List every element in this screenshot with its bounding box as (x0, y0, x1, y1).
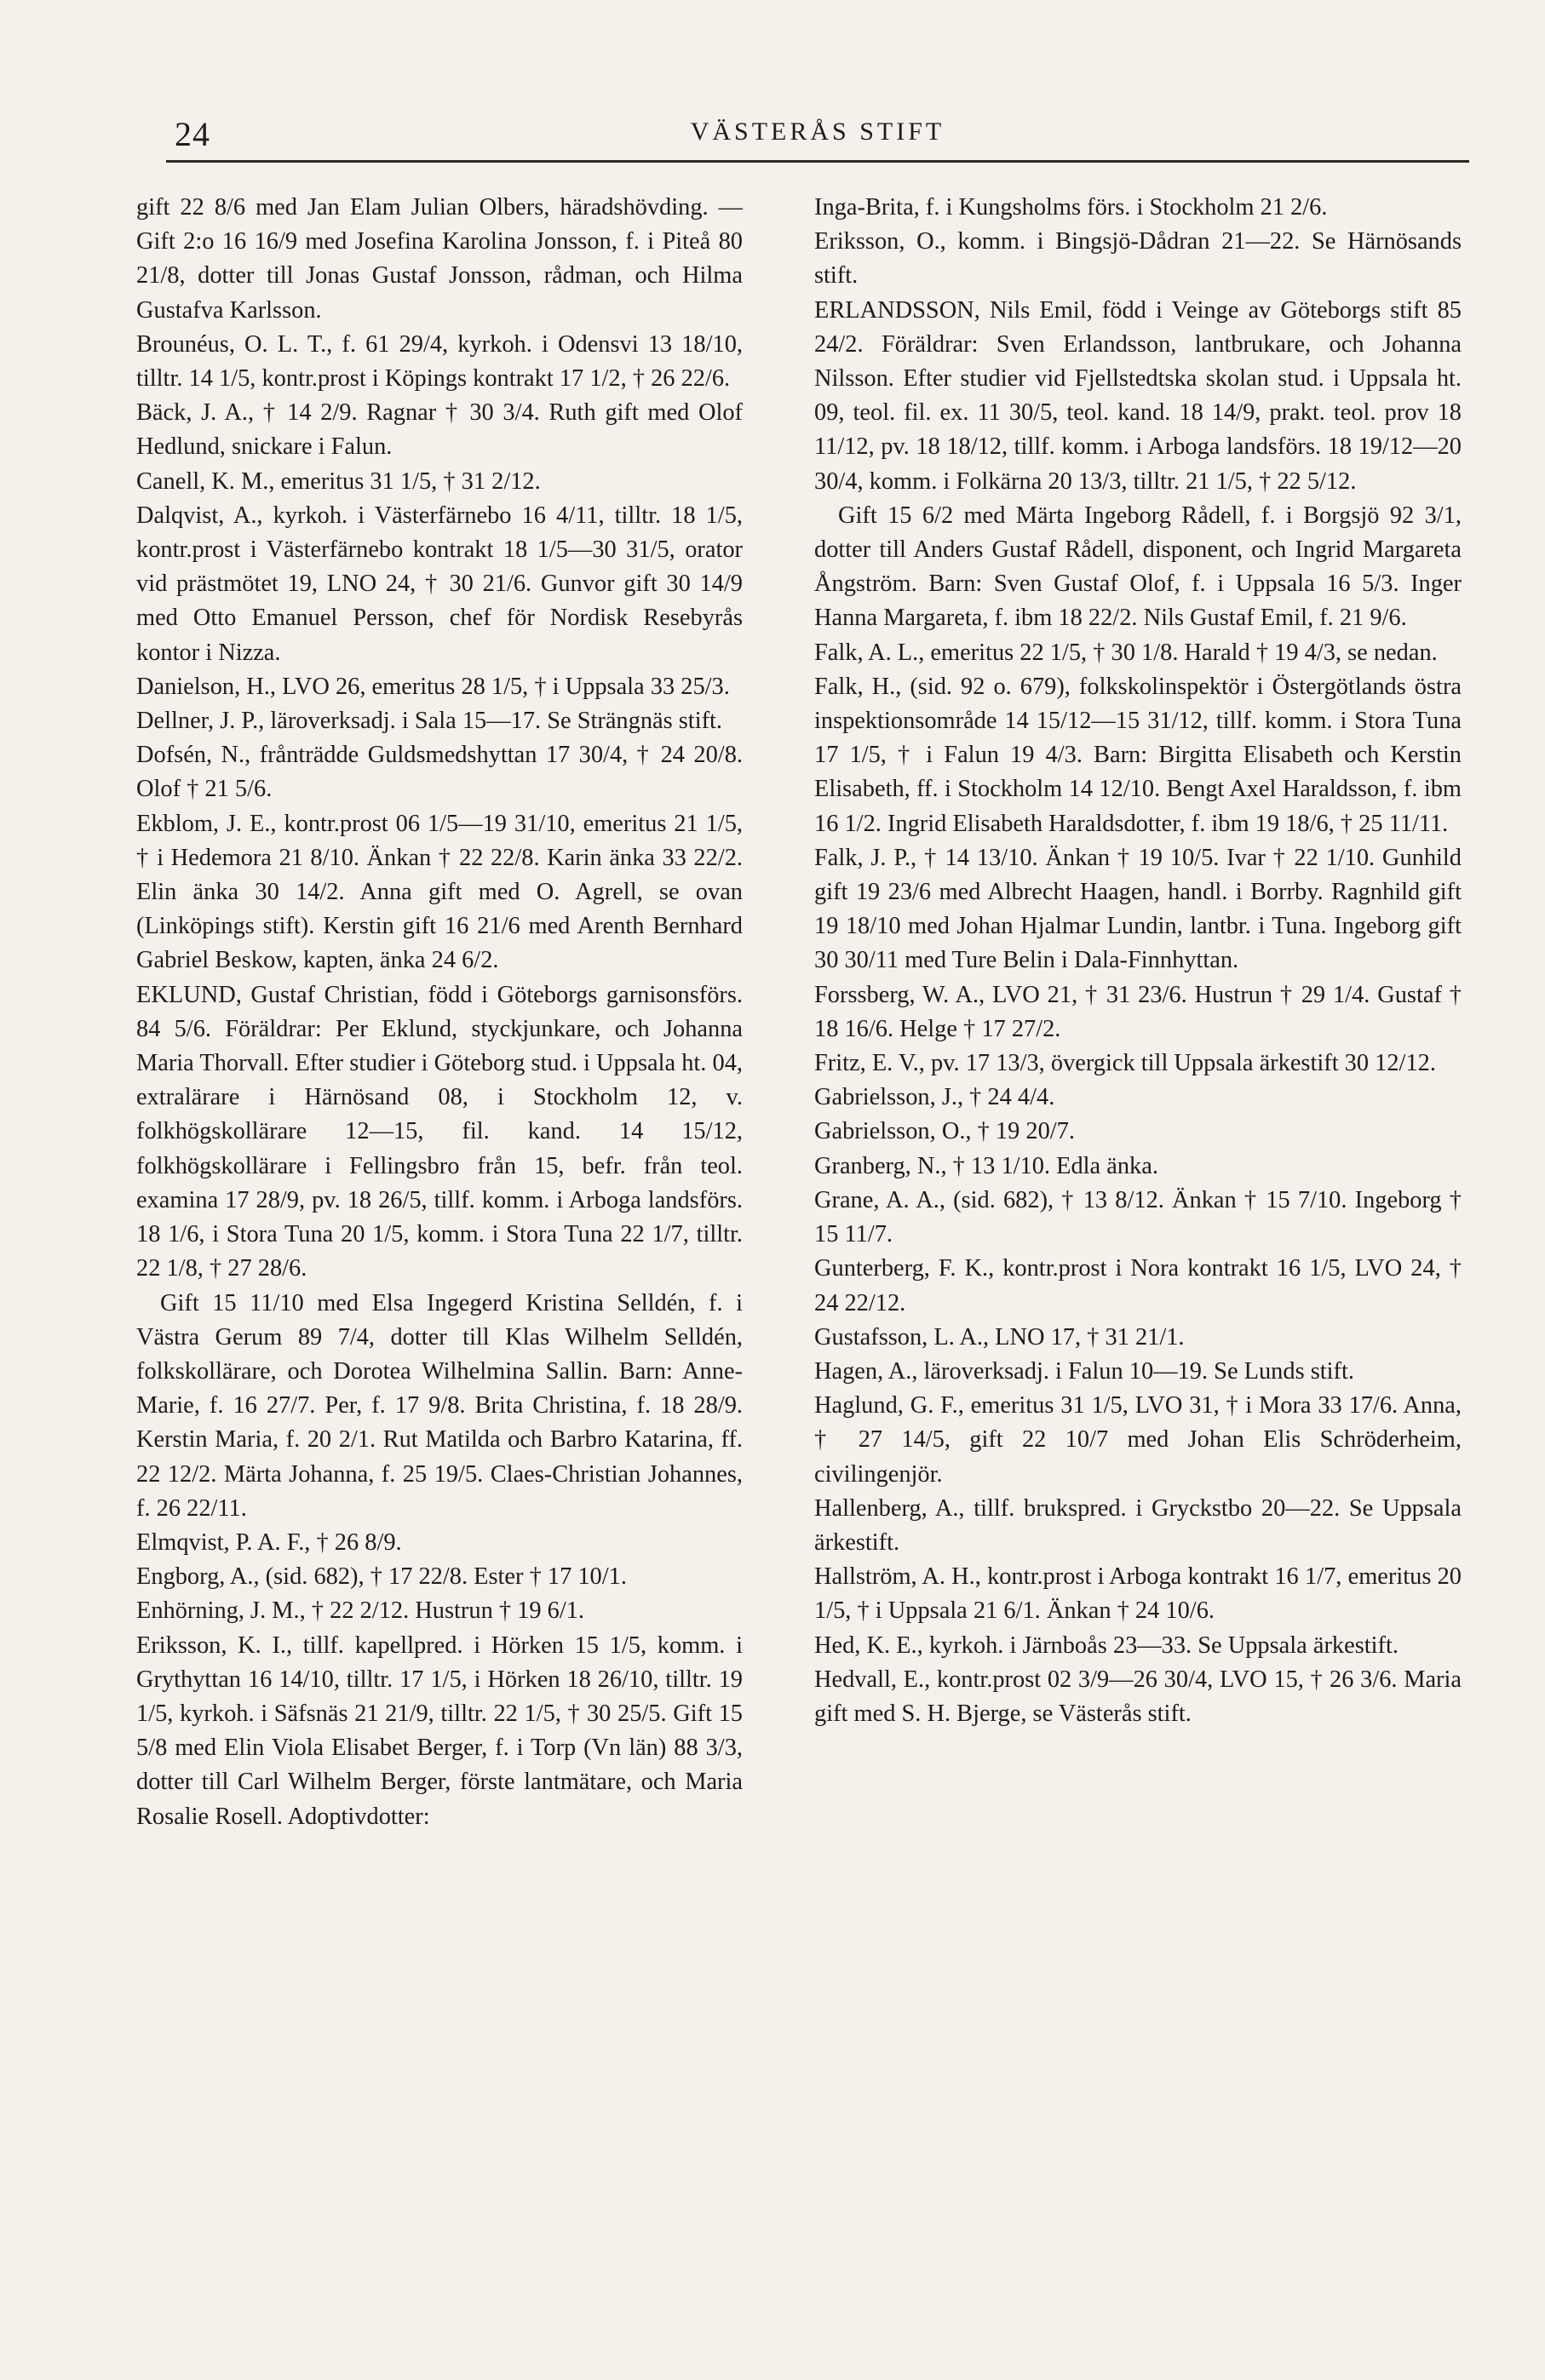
page-number: 24 (175, 115, 210, 153)
register-entry: Danielson, H., LVO 26, emeritus 28 1/5, † i Uppsala 33 25/3. (136, 673, 730, 700)
register-entry: EKLUND, Gustaf Christian, född i Göteborgs garnisonsförs. 84 5/6. Föräldrar: Per Eklund, styckjunkare, och Johanna Maria Thorvall. Efter studier i Göteborg stud. i Uppsala ht. 04, extralärare i Härnösand 08, i Stockholm 12, v. folkhögskollärare 12—15, fil. kand. 14 15/12, folkhögskollärare i Fellingsbro från 15, befr. från teol. examina 17 28/9, pv. 18 26/5, tillf. komm. i Arboga landsförs. 18 1/6, i Stora Tuna 20 1/5, komm. i Stora Tuna 22 1/7, tilltr. 22 1/8, † 27 28/6. (136, 981, 743, 1282)
register-entry: Gift 15 11/10 med Elsa Ingegerd Kristina Selldén, f. i Västra Gerum 89 7/4, dotter till Klas Wilhelm Selldén, folkskollärare, och Dorotea Wilhelmina Sallin. Barn: Anne-Marie, f. 16 27/7. Per, f. 17 9/8. Brita Christina, f. 18 28/9. Kerstin Maria, f. 20 2/1. Rut Matilda och Barbro Katarina, ff. 22 12/2. Märta Johanna, f. 25 19/5. Claes-Christian Johannes, f. 26 22/11. (136, 1289, 743, 1522)
register-entry: gift 22 8/6 med Jan Elam Julian Olbers, häradshövding. — Gift 2:o 16 16/9 med Josefina Karolina Jonsson, f. i Piteå 80 21/8, dotter till Jonas Gustaf Jonsson, rådman, och Hilma Gustafva Karlsson. (136, 194, 743, 324)
page-header (166, 109, 1469, 163)
register-entry: Fritz, E. V., pv. 17 13/3, övergick till Uppsala ärkestift 30 12/12. (814, 1050, 1436, 1077)
register-entry: Enhörning, J. M., † 22 2/12. Hustrun † 19 6/1. (136, 1597, 585, 1625)
right-column (814, 191, 1462, 1731)
register-entry: Granberg, N., † 13 1/10. Edla änka. (814, 1152, 1158, 1179)
register-entry: Gift 15 6/2 med Märta Ingeborg Rådell, f. i Borgsjö 92 3/1, dotter till Anders Gustaf Rådell, disponent, och Ingrid Margareta Ångström. Barn: Sven Gustaf Olof, f. i Uppsala 16 5/3. Inger Hanna Margareta, f. ibm 18 22/2. Nils Gustaf Emil, f. 21 9/6. (814, 502, 1462, 632)
register-entry: Hallenberg, A., tillf. brukspred. i Gryckstbo 20—22. Se Uppsala ärkestift. (814, 1494, 1462, 1556)
register-entry: Elmqvist, P. A. F., † 26 8/9. (136, 1528, 402, 1556)
register-entry: Falk, H., (sid. 92 o. 679), folkskolinspektör i Östergötlands östra inspektionsområde 14 15/12—15 31/12, tillf. komm. i Stora Tuna 17 1/5, † i Falun 19 4/3. Barn: Birgitta Elisabeth och Kerstin Elisabeth, ff. i Stockholm 14 12/10. Bengt Axel Haraldsson, f. ibm 16 1/2. Ingrid Elisabeth Haraldsdotter, f. ibm 19 18/6, † 25 11/11. (814, 673, 1462, 837)
register-entry: Brounéus, O. L. T., f. 61 29/4, kyrkoh. i Odensvi 13 18/10, tilltr. 14 1/5, kontr.prost i Köpings kontrakt 17 1/2, † 26 22/6. (136, 330, 743, 393)
register-entry: Hedvall, E., kontr.prost 02 3/9—26 30/4, LVO 15, † 26 3/6. Maria gift med S. H. Bjerge, se Västerås stift. (814, 1666, 1462, 1727)
register-entry: Canell, K. M., emeritus 31 1/5, † 31 2/12. (136, 467, 541, 495)
register-entry: Grane, A. A., (sid. 682), † 13 8/12. Änkan † 15 7/10. Ingeborg † 15 11/7. (814, 1186, 1462, 1248)
register-entry: Forssberg, W. A., LVO 21, † 31 23/6. Hustrun † 29 1/4. Gustaf † 18 16/6. Helge † 17 27/2. (814, 981, 1462, 1042)
register-entry: Hallström, A. H., kontr.prost i Arboga kontrakt 16 1/7, emeritus 20 1/5, † i Uppsala 21 6/1. Änkan † 24 10/6. (814, 1563, 1462, 1625)
left-column (136, 191, 743, 1834)
register-entry: Haglund, G. F., emeritus 31 1/5, LVO 31, † i Mora 33 17/6. Anna, † 27 14/5, gift 22 10/7 med Johan Elis Schröderheim, civilingenjör. (814, 1392, 1462, 1488)
register-entry: Inga-Brita, f. i Kungsholms förs. i Stockholm 21 2/6. (814, 194, 1328, 221)
running-head: VÄSTERÅS STIFT (690, 118, 945, 146)
register-entry: ERLANDSSON, Nils Emil, född i Veinge av Göteborgs stift 85 24/2. Föräldrar: Sven Erlandsson, lantbrukare, och Johanna Nilsson. Efter studier vid Fjellstedtska skolan stud. i Uppsala ht. 09, teol. fil. ex. 11 30/5, teol. kand. 18 14/9, prakt. teol. prov 18 11/12, pv. 18 18/12, tillf. komm. i Arboga landsförs. 18 19/12—20 30/4, komm. i Folkärna 20 13/3, tilltr. 21 1/5, † 22 5/12. (814, 296, 1462, 495)
register-entry: Eriksson, O., komm. i Bingsjö-Dådran 21—22. Se Härnösands stift. (814, 228, 1462, 290)
register-entry: Dofsén, N., frånträdde Guldsmedshyttan 17 30/4, † 24 20/8. Olof † 21 5/6. (136, 742, 743, 803)
register-entry: Hagen, A., läroverksadj. i Falun 10—19. Se Lunds stift. (814, 1357, 1354, 1385)
register-entry: Gabrielsson, J., † 24 4/4. (814, 1084, 1055, 1111)
register-entry: Eriksson, K. I., tillf. kapellpred. i Hörken 15 1/5, komm. i Grythyttan 16 14/10, tilltr. 17 1/5, i Hörken 18 26/10, tilltr. 19 1/5, kyrkoh. i Säfsnäs 21 21/9, tilltr. 22 1/5, † 30 25/5. Gift 15 5/8 med Elin Viola Elisabet Berger, f. i Torp (Vn län) 88 3/3, dotter till Carl Wilhelm Berger, förste lantmätare, och Maria Rosalie Rosell. Adoptivdotter: (136, 1632, 743, 1830)
register-entry: Dalqvist, A., kyrkoh. i Västerfärnebo 16 4/11, tilltr. 18 1/5, kontr.prost i Västerfärnebo kontrakt 18 1/5—30 31/5, orator vid prästmötet 19, LNO 24, † 30 21/6. Gunvor gift 30 14/9 med Otto Emanuel Persson, chef för Nordisk Resebyrås kontor i Nizza. (136, 502, 743, 666)
register-entry: Gabrielsson, O., † 19 20/7. (814, 1118, 1075, 1145)
register-entry: Dellner, J. P., läroverksadj. i Sala 15—17. Se Strängnäs stift. (136, 708, 723, 735)
register-entry: Hed, K. E., kyrkoh. i Järnboås 23—33. Se Uppsala ärkestift. (814, 1632, 1399, 1659)
register-entry: Engborg, A., (sid. 682), † 17 22/8. Ester † 17 10/1. (136, 1563, 627, 1591)
register-entry: Gustafsson, L. A., LNO 17, † 31 21/1. (814, 1323, 1185, 1351)
register-entry: Gunterberg, F. K., kontr.prost i Nora kontrakt 16 1/5, LVO 24, † 24 22/12. (814, 1255, 1462, 1316)
register-entry: Falk, A. L., emeritus 22 1/5, † 30 1/8. Harald † 19 4/3, se nedan. (814, 639, 1438, 666)
register-entry: Ekblom, J. E., kontr.prost 06 1/5—19 31/10, emeritus 21 1/5, † i Hedemora 21 8/10. Änkan † 22 22/8. Karin änka 33 22/2. Elin änka 30 14/2. Anna gift med O. Agrell, se ovan (Linköpings stift). Kerstin gift 16 21/6 med Arenth Bernhard Gabriel Beskow, kapten, änka 24 6/2. (136, 810, 743, 974)
register-entry: Falk, J. P., † 14 13/10. Änkan † 19 10/5. Ivar † 22 1/10. Gunhild gift 19 23/6 med Albrecht Haagen, handl. i Borrby. Ragnhild gift 19 18/10 med Johan Hjalmar Lundin, lantbr. i Tuna. Ingeborg gift 30 30/11 med Ture Belin i Dala-Finnhyttan. (814, 844, 1462, 974)
register-entry: Bäck, J. A., † 14 2/9. Ragnar † 30 3/4. Ruth gift med Olof Hedlund, snickare i Falun. (136, 399, 743, 461)
